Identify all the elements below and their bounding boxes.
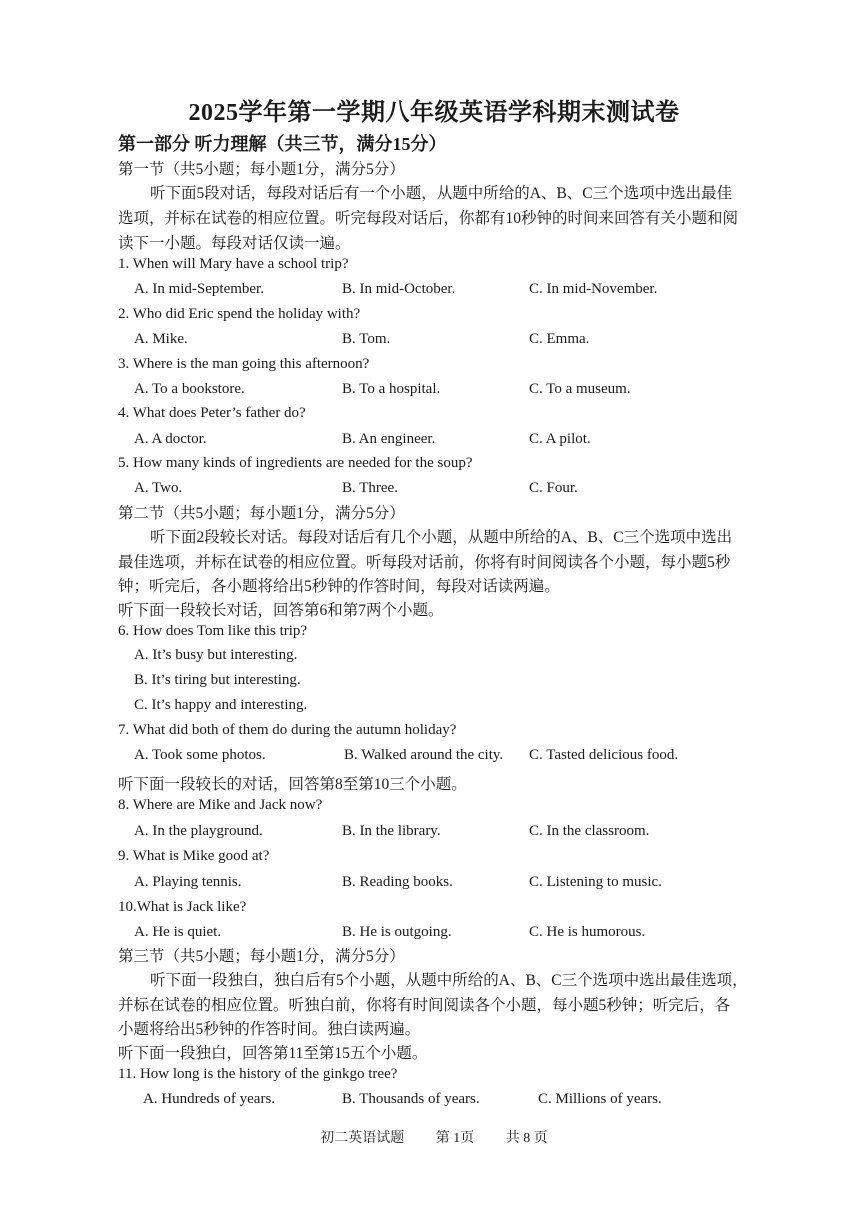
option-b[interactable]: B. In the library.	[342, 823, 441, 839]
option-c[interactable]: C. Millions of years.	[538, 1091, 662, 1107]
dialogue-intro: 听下面一段较长的对话，回答第8至第10三个小题。	[118, 776, 467, 793]
option-a[interactable]: A. A doctor.	[134, 431, 207, 447]
option-a[interactable]: A. Mike.	[134, 331, 188, 347]
footer-total-pages: 共 8 页	[505, 1131, 548, 1146]
page-footer	[0, 1127, 868, 1147]
question: 3. Where is the man going this afternoon?	[118, 356, 370, 372]
option-b[interactable]: B. Tom.	[342, 331, 391, 347]
question: 11. How long is the history of the ginkgo tree?	[118, 1066, 398, 1082]
page-title: 2025学年第一学期八年级英语学科期末测试卷	[188, 100, 680, 126]
option-b[interactable]: B. Walked around the city.	[344, 747, 504, 763]
instruction-text: 读下一小题。每段对话仅读一遍。	[118, 235, 351, 252]
instruction-text: 听下面5段对话，每段对话后有一个小题，从题中所给的A、B、C三个选项中选出最佳	[150, 185, 733, 202]
question: 5. How many kinds of ingredients are needed for the soup?	[118, 455, 473, 471]
footer-page-number: 第 1页	[435, 1131, 475, 1146]
question: 4. What does Peter’s father do?	[118, 405, 306, 421]
option-b[interactable]: B. To a hospital.	[342, 381, 441, 397]
monologue-intro: 听下面一段独白，回答第11至第15五个小题。	[118, 1045, 428, 1062]
option-c[interactable]: C. Four.	[529, 480, 578, 496]
option-b[interactable]: B. Three.	[342, 480, 398, 496]
question: 6. How does Tom like this trip?	[118, 623, 308, 639]
option-b[interactable]: B. An engineer.	[342, 431, 436, 447]
option-c[interactable]: C. Emma.	[529, 331, 590, 347]
question: 10.What is Jack like?	[118, 899, 247, 915]
option-a[interactable]: A. In the playground.	[134, 823, 263, 839]
option-b[interactable]: B. He is outgoing.	[342, 924, 452, 940]
instruction-text: 并标在试卷的相应位置。听独白前，你将有时间阅读各个小题，每小题5秒钟；听完后，各	[118, 997, 731, 1014]
option-b[interactable]: B. Reading books.	[342, 874, 453, 890]
section-heading: 第二节（共5小题；每小题1分，满分5分）	[118, 505, 405, 522]
option-a[interactable]: A. In mid-September.	[134, 281, 264, 297]
instruction-text: 听下面2段较长对话。每段对话后有几个小题，从题中所给的A、B、C三个选项中选出	[150, 529, 733, 546]
section-heading: 第三节（共5小题；每小题1分，满分5分）	[118, 948, 405, 965]
option-c[interactable]: C. A pilot.	[529, 431, 591, 447]
section-heading: 第一节（共5小题；每小题1分，满分5分）	[118, 161, 405, 178]
option-a[interactable]: A. Hundreds of years.	[143, 1091, 276, 1107]
instruction-text: 钟；听完后，各小题将给出5秒钟的作答时间，每段对话读两遍。	[118, 578, 560, 595]
option-c[interactable]: C. Tasted delicious food.	[529, 747, 679, 763]
option-c[interactable]: C. In the classroom.	[529, 823, 650, 839]
instruction-text: 小题将给出5秒钟的作答时间。独白读两遍。	[118, 1021, 421, 1038]
option-a[interactable]: A. It’s busy but interesting.	[134, 647, 298, 663]
option-c[interactable]: C. Listening to music.	[529, 874, 662, 890]
option-b[interactable]: B. In mid-October.	[342, 281, 456, 297]
part-heading: 第一部分 听力理解（共三节，满分15分）	[118, 134, 447, 154]
option-a[interactable]: A. Playing tennis.	[134, 874, 242, 890]
footer-subject: 初二英语试题	[320, 1131, 405, 1146]
instruction-text: 听下面一段独白，独白后有5个小题，从题中所给的A、B、C三个选项中选出最佳选项，	[150, 972, 748, 989]
option-c[interactable]: C. It’s happy and interesting.	[134, 697, 308, 713]
question: 9. What is Mike good at?	[118, 848, 270, 864]
option-c[interactable]: C. In mid-November.	[529, 281, 658, 297]
question: 8. Where are Mike and Jack now?	[118, 797, 323, 813]
option-c[interactable]: C. He is humorous.	[529, 924, 646, 940]
question: 1. When will Mary have a school trip?	[118, 256, 349, 272]
instruction-text: 最佳选项，并标在试卷的相应位置。听每段对话前，你将有时间阅读各个小题，每小题5秒	[118, 554, 731, 571]
instruction-text: 选项，并标在试卷的相应位置。听完每段对话后，你都有10秒钟的时间来回答有关小题和阅	[118, 210, 739, 227]
dialogue-intro: 听下面一段较长对话，回答第6和第7两个小题。	[118, 602, 444, 619]
option-a[interactable]: A. To a bookstore.	[134, 381, 245, 397]
option-c[interactable]: C. To a museum.	[529, 381, 631, 397]
option-b[interactable]: B. It’s tiring but interesting.	[134, 672, 301, 688]
option-a[interactable]: A. Took some photos.	[134, 747, 266, 763]
question: 7. What did both of them do during the autumn holiday?	[118, 722, 457, 738]
option-a[interactable]: A. Two.	[134, 480, 183, 496]
option-b[interactable]: B. Thousands of years.	[342, 1091, 480, 1107]
option-a[interactable]: A. He is quiet.	[134, 924, 222, 940]
question: 2. Who did Eric spend the holiday with?	[118, 306, 361, 322]
